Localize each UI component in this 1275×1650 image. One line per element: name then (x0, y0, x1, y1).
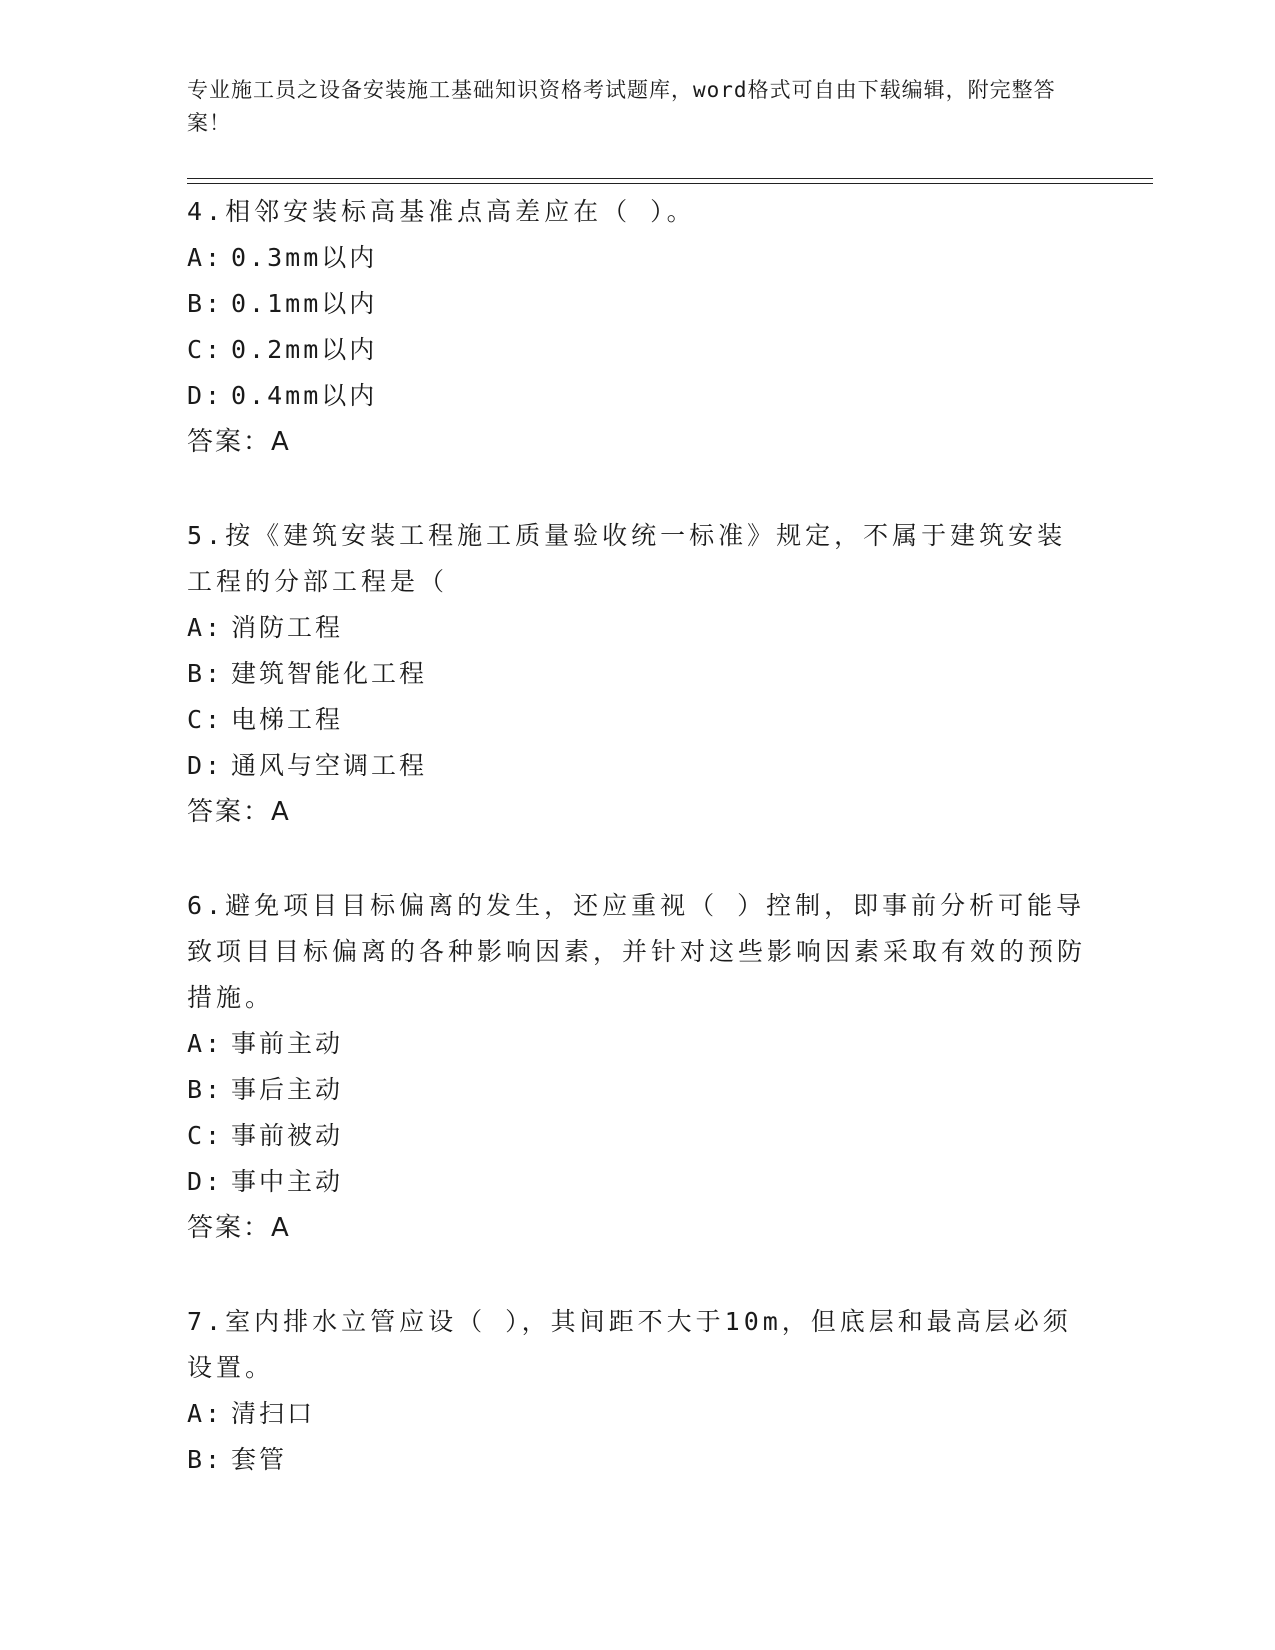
option-b (187, 1067, 1087, 1113)
option-a (187, 235, 1087, 281)
option-c (187, 327, 1087, 373)
option-key: A: (187, 243, 224, 272)
answer-line: 答案：A (187, 797, 291, 827)
header-divider-top (187, 178, 1153, 179)
question-6 (187, 883, 1087, 1251)
option-key: A: (187, 1399, 224, 1428)
option-c (187, 697, 1087, 743)
option-text: 0.4mm以内 (231, 381, 378, 410)
option-text: 建筑智能化工程 (231, 659, 428, 688)
option-key: C: (187, 1121, 224, 1150)
option-d (187, 373, 1087, 419)
option-d (187, 1159, 1087, 1205)
option-b (187, 651, 1087, 697)
option-key: A: (187, 613, 224, 642)
question-7 (187, 1299, 1087, 1483)
question-stem: 5.按《建筑安装工程施工质量验收统一标准》规定，不属于建筑安装工程的分部工程是（ (187, 521, 1067, 596)
option-text: 套管 (231, 1445, 288, 1474)
option-key: D: (187, 1167, 224, 1196)
question-list (187, 189, 1087, 1531)
option-c (187, 1113, 1087, 1159)
option-key: A: (187, 1029, 224, 1058)
question-5 (187, 513, 1087, 835)
option-key: B: (187, 1445, 224, 1474)
option-text: 事后主动 (231, 1075, 344, 1104)
option-text: 事前主动 (231, 1029, 344, 1058)
option-text: 通风与空调工程 (231, 751, 428, 780)
option-text: 0.3mm以内 (231, 243, 378, 272)
option-key: C: (187, 335, 224, 364)
option-key: C: (187, 705, 224, 734)
option-text: 消防工程 (231, 613, 344, 642)
question-stem: 6.避免项目目标偏离的发生，还应重视（ ）控制，即事前分析可能导致项目目标偏离的各种影响因素，并针对这些影响因素采取有效的预防措施。 (187, 891, 1087, 1012)
option-a (187, 605, 1087, 651)
answer-line: 答案：A (187, 1213, 291, 1243)
option-text: 事中主动 (231, 1167, 344, 1196)
question-4 (187, 189, 1087, 465)
option-a (187, 1021, 1087, 1067)
option-key: B: (187, 289, 224, 318)
question-stem: 7.室内排水立管应设（ ），其间距不大于10m，但底层和最高层必须设置。 (187, 1307, 1072, 1382)
question-stem: 4.相邻安装标高基准点高差应在（ ）。 (187, 197, 696, 226)
option-b (187, 1437, 1087, 1483)
option-key: D: (187, 751, 224, 780)
option-a (187, 1391, 1087, 1437)
header-divider-bottom (187, 183, 1153, 184)
option-text: 电梯工程 (231, 705, 344, 734)
option-key: B: (187, 1075, 224, 1104)
option-text: 0.2mm以内 (231, 335, 378, 364)
answer-line: 答案：A (187, 427, 291, 457)
option-key: D: (187, 381, 224, 410)
option-text: 清扫口 (231, 1399, 316, 1428)
option-key: B: (187, 659, 224, 688)
option-b (187, 281, 1087, 327)
option-text: 0.1mm以内 (231, 289, 378, 318)
document-header: 专业施工员之设备安装施工基础知识资格考试题库，word格式可自由下载编辑，附完整答案！ (187, 78, 1056, 135)
option-text: 事前被动 (231, 1121, 344, 1150)
option-d (187, 743, 1087, 789)
